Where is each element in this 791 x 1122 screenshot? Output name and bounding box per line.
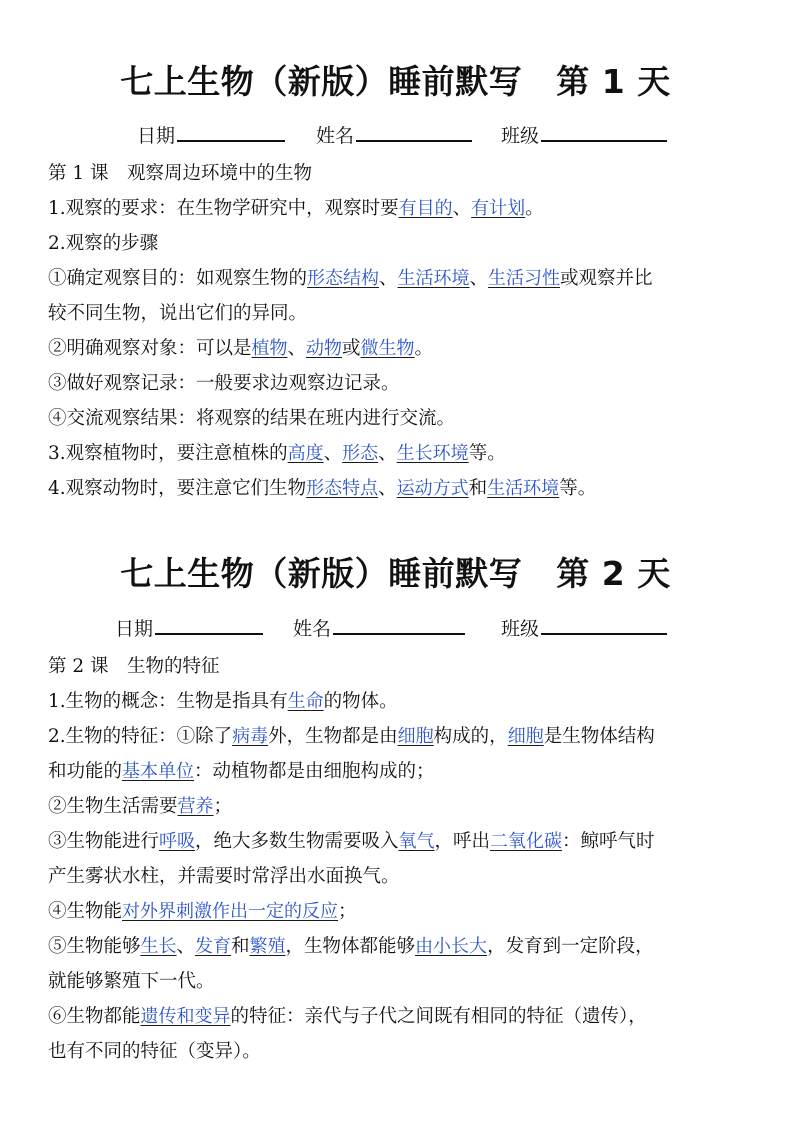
day2-lesson-heading: 第 2 课 生物的特征 bbox=[48, 656, 220, 677]
prompt-text: ④生物能 bbox=[48, 901, 123, 922]
day2-title-text: 七上生物（新版）睡前默写 bbox=[120, 554, 523, 593]
prompt-text: 和功能的 bbox=[48, 761, 123, 782]
prompt-text: 3.观察植物时，要注意植株的 bbox=[48, 443, 288, 464]
answer-blank: 有计划 bbox=[471, 198, 526, 219]
answer-blank: 有目的 bbox=[398, 198, 453, 219]
answer-blank: 生活习性 bbox=[488, 268, 561, 289]
answer-blank: 生活环境 bbox=[487, 478, 560, 499]
answer-blank: 病毒 bbox=[232, 726, 269, 747]
day1-meta-row bbox=[0, 120, 791, 150]
answer-blank: 细胞 bbox=[397, 726, 434, 747]
prompt-text: 的特征：亲代与子代之间既有相同的特征（遗传）， bbox=[230, 1006, 647, 1027]
day2-line-3 bbox=[48, 758, 748, 786]
prompt-text: ； bbox=[338, 901, 357, 922]
name-label: 姓名 bbox=[293, 618, 332, 640]
answer-blank: 运动方式 bbox=[396, 478, 469, 499]
prompt-text: 和 bbox=[231, 936, 250, 957]
prompt-text: 构成的， bbox=[433, 726, 508, 747]
prompt-text: 1.观察的要求：在生物学研究中，观察时要 bbox=[48, 198, 399, 219]
name-blank bbox=[333, 613, 465, 635]
day1-name-field bbox=[316, 120, 472, 150]
prompt-text: 是生物体结构 bbox=[543, 726, 655, 747]
prompt-text: ①确定观察目的：如观察生物的 bbox=[48, 268, 308, 289]
answer-blank: 植物 bbox=[251, 338, 288, 359]
prompt-text: ：鲸呼气时 bbox=[562, 831, 655, 852]
answer-blank: 细胞 bbox=[507, 726, 544, 747]
day1-title bbox=[0, 62, 791, 102]
day2-line-8 bbox=[48, 933, 748, 961]
prompt-text: 、 bbox=[323, 443, 343, 464]
date-label: 日期 bbox=[137, 125, 176, 147]
prompt-text: ，发育到一定阶段， bbox=[487, 936, 654, 957]
prompt-text: 、 bbox=[452, 198, 472, 219]
day2-line-4 bbox=[48, 793, 748, 821]
prompt-text: ⑥生物都能 bbox=[48, 1006, 141, 1027]
prompt-text: 、 bbox=[176, 936, 196, 957]
class-blank bbox=[541, 120, 667, 142]
prompt-text: 2.生物的特征：①除了 bbox=[48, 726, 233, 747]
date-label: 日期 bbox=[115, 618, 154, 640]
name-label: 姓名 bbox=[316, 125, 355, 147]
prompt-text: 、 bbox=[379, 268, 398, 289]
prompt-text: 、 bbox=[469, 268, 489, 289]
prompt-text: ：动植物都是由细胞构成的； bbox=[194, 761, 435, 782]
answer-blank: 繁殖 bbox=[249, 936, 286, 957]
day1-line-4: 较不同生物，说出它们的异同。 bbox=[48, 303, 308, 324]
date-blank bbox=[155, 613, 263, 635]
day2-title bbox=[0, 554, 791, 594]
class-label: 班级 bbox=[501, 618, 540, 640]
day1-line-7: ④交流观察结果：将观察的结果在班内进行交流。 bbox=[48, 408, 456, 429]
answer-blank: 遗传和变异 bbox=[140, 1006, 231, 1027]
prompt-text: ③生物能进行 bbox=[48, 831, 160, 852]
prompt-text: 外，生物都是由 bbox=[268, 726, 398, 747]
day2-line-6: 产生雾状水柱，并需要时常浮出水面换气。 bbox=[48, 866, 400, 887]
prompt-text: 的物体。 bbox=[323, 691, 398, 712]
day1-date-field bbox=[137, 120, 285, 150]
prompt-text: 或观察并比 bbox=[560, 268, 653, 289]
answer-blank: 营养 bbox=[177, 796, 214, 817]
prompt-text: ⑤生物能够 bbox=[48, 936, 141, 957]
answer-blank: 呼吸 bbox=[159, 831, 196, 852]
day1-day-label: 第 1 天 bbox=[556, 62, 671, 101]
day2-line-1 bbox=[48, 688, 748, 716]
answer-blank: 二氧化碳 bbox=[490, 831, 563, 852]
prompt-text: ②生物生活需要 bbox=[48, 796, 178, 817]
answer-blank: 对外界刺激作出一定的反应 bbox=[122, 901, 339, 922]
prompt-text: ，绝大多数生物需要吸入 bbox=[195, 831, 399, 852]
day1-line-2: 2.观察的步骤 bbox=[48, 233, 159, 254]
day2-class-field bbox=[501, 613, 667, 643]
day1-title-text: 七上生物（新版）睡前默写 bbox=[120, 62, 523, 101]
prompt-text: ，生物体都能够 bbox=[285, 936, 416, 957]
answer-blank: 形态特点 bbox=[306, 478, 379, 499]
day2-line-9: 就能够繁殖下一代。 bbox=[48, 971, 215, 992]
day2-line-7 bbox=[48, 898, 748, 926]
class-blank bbox=[541, 613, 667, 635]
prompt-text: 。 bbox=[525, 198, 544, 219]
class-label: 班级 bbox=[501, 125, 540, 147]
day2-name-field bbox=[293, 613, 465, 643]
prompt-text: 等。 bbox=[559, 478, 597, 499]
prompt-text: ，呼出 bbox=[434, 831, 491, 852]
answer-blank: 氧气 bbox=[398, 831, 435, 852]
day1-line-6: ③做好观察记录：一般要求边观察边记录。 bbox=[48, 373, 400, 394]
day1-line-5 bbox=[48, 335, 748, 363]
answer-blank: 形态结构 bbox=[307, 268, 380, 289]
prompt-text: ②明确观察对象：可以是 bbox=[48, 338, 252, 359]
answer-blank: 高度 bbox=[287, 443, 324, 464]
answer-blank: 生命 bbox=[287, 691, 324, 712]
day2-date-field bbox=[115, 613, 263, 643]
date-blank bbox=[177, 120, 285, 142]
answer-blank: 由小长大 bbox=[415, 936, 488, 957]
answer-blank: 微生物 bbox=[360, 338, 415, 359]
answer-blank: 形态 bbox=[342, 443, 379, 464]
answer-blank: 动物 bbox=[306, 338, 343, 359]
prompt-text: 等。 bbox=[468, 443, 506, 464]
answer-blank: 生长环境 bbox=[396, 443, 469, 464]
day1-line-8 bbox=[48, 440, 748, 468]
day2-meta-row bbox=[0, 613, 791, 643]
prompt-text: 。 bbox=[414, 338, 434, 359]
prompt-text: 4.观察动物时，要注意它们生物 bbox=[48, 478, 307, 499]
day1-lesson-heading: 第 1 课 观察周边环境中的生物 bbox=[48, 163, 313, 184]
name-blank bbox=[356, 120, 472, 142]
day1-line-1 bbox=[48, 195, 748, 223]
answer-blank: 生活环境 bbox=[397, 268, 470, 289]
prompt-text: 1.生物的概念：生物是指具有 bbox=[48, 691, 288, 712]
day1-line-3 bbox=[48, 265, 748, 293]
day2-line-11: 也有不同的特征（变异）。 bbox=[48, 1041, 261, 1062]
day1-line-9 bbox=[48, 475, 748, 503]
day1-class-field bbox=[501, 120, 667, 150]
day2-line-2 bbox=[48, 723, 748, 751]
answer-blank: 生长 bbox=[140, 936, 177, 957]
answer-blank: 基本单位 bbox=[122, 761, 195, 782]
prompt-text: 、 bbox=[287, 338, 307, 359]
day2-day-label: 第 2 天 bbox=[556, 554, 671, 593]
day2-line-5 bbox=[48, 828, 748, 856]
prompt-text: ； bbox=[213, 796, 233, 817]
answer-blank: 发育 bbox=[195, 936, 232, 957]
day2-line-10 bbox=[48, 1003, 748, 1031]
prompt-text: 、 bbox=[378, 478, 397, 499]
prompt-text: 和 bbox=[468, 478, 488, 499]
prompt-text: 、 bbox=[378, 443, 397, 464]
prompt-text: 或 bbox=[342, 338, 361, 359]
